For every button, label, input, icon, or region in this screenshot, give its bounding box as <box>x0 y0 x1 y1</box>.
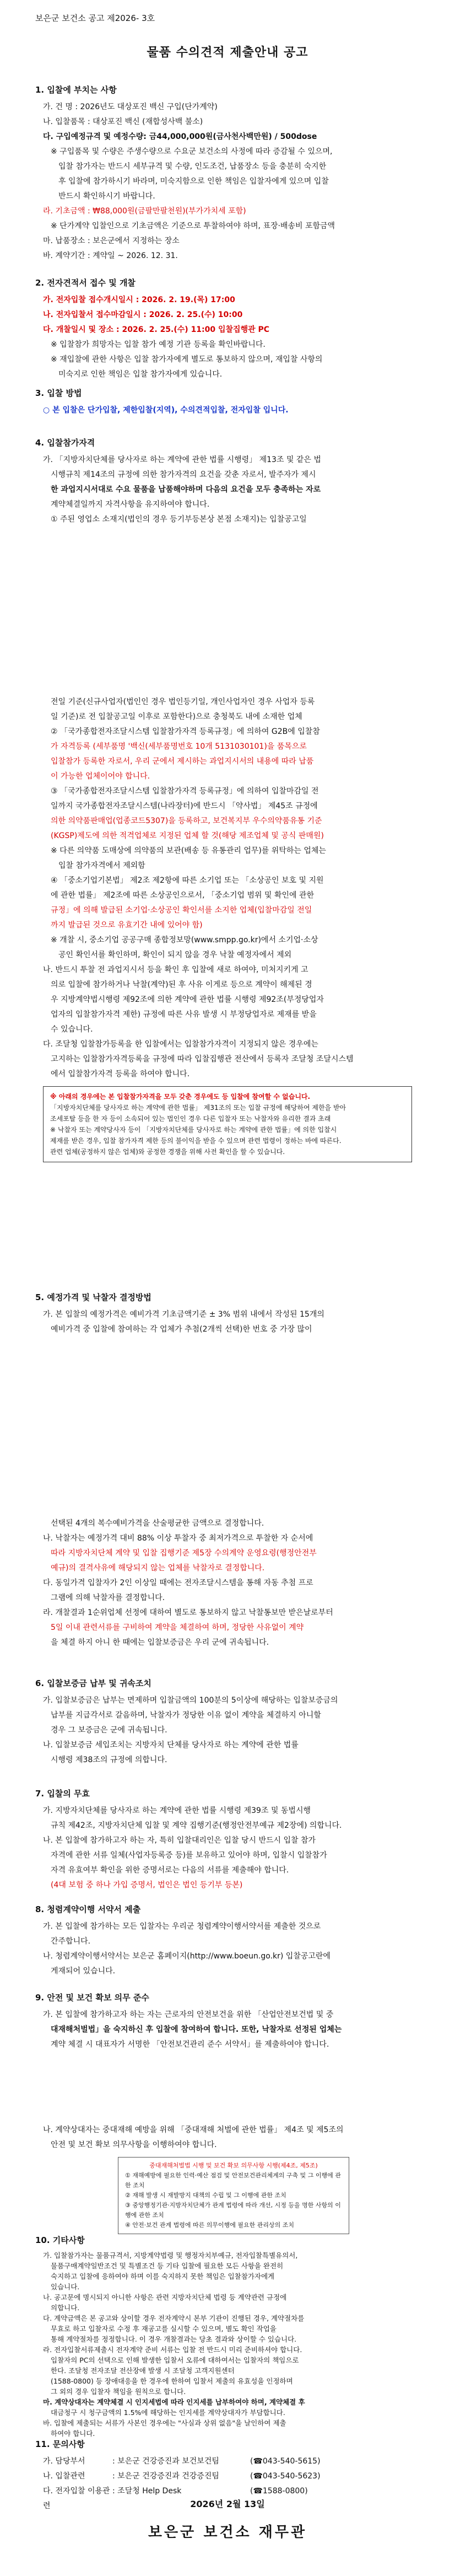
s7-line: 나. 본 입찰에 참가하고자 하는 자, 특히 입찰대리인은 입찰 당시 반드시 입찰 참가 <box>43 1836 316 1845</box>
s4-line: 의로 입찰에 참가하거나 낙찰(계약)된 후 사유 이게로 등으로 계약이 해제된 경 <box>51 980 312 989</box>
s4-line: 공인 확인서를 확인하며, 확인이 되지 않을 경우 낙찰 예정자에서 제외 <box>58 951 292 959</box>
s10-line: 가. 입찰참가자는 물품규격서, 지방계약법령 및 행정자치부예규, 전자입찰특별유의서, <box>43 2251 298 2260</box>
s6-line: 경우 그 보증금은 군에 귀속됩니다. <box>51 1726 167 1735</box>
s10-line: (1588-0800) 등 장애대응을 한 경우에 한하여 입찰서 제출의 유효성을 인정하며 <box>51 2377 293 2385</box>
s5-line: 따라 지방자치단체 계약 및 입찰 집행기준 제5장 수의계약 운영요령(행정안전부 <box>51 1549 317 1558</box>
signature-organization: 보은군 보건소 재무관 <box>148 2524 307 2541</box>
small-box-line: ④ 안전·보건 관계 법령에 따른 의무이행에 필요한 관리상의 조치 <box>125 2221 294 2229</box>
s4-line: 규정」에 의해 발급된 소기업·소상공인 확인서를 소지한 업체(입찰마감일 전일 <box>51 906 312 915</box>
s4-line: ※ 다른 의약품 도매상에 의약품의 보관(배송 등 유통관리 업무)를 위탁하는 업체는 <box>51 846 326 855</box>
contact-org: : 보은군 건강증진과 보건보건팀 <box>112 2457 219 2466</box>
notice-box-line: 「지방자치단체를 당사자로 하는 계약에 관한 법률」 제31조의 또는 입찰 규정에 해당하여 제한을 받아 <box>50 1104 346 1112</box>
s5-line: 을 체결 하지 아니 한 때에는 입찰보증금은 우리 군에 귀속됩니다. <box>51 1638 269 1647</box>
s4-line: 한 과업지시서대로 수요 물품을 납품해야하며 다음의 요건을 모두 충족하는 자로 <box>51 485 321 494</box>
small-box-line: ② 재해 발생 시 재발방지 대책의 수립 및 그 이행에 관한 조치 <box>125 2192 286 2199</box>
contact-label: 나. 입찰관련 <box>43 2472 85 2481</box>
s5-line: 선택된 4개의 복수예비가격을 산술평균한 금액으로 결정합니다. <box>51 1519 264 1528</box>
s10-line: 그 외의 경우 입찰자 책임을 원칙으로 합니다. <box>51 2387 186 2396</box>
small-box-title: 중대재해처벌법 시행 및 보건 확보 의무사항 시행(제4조, 제5조) <box>149 2162 318 2169</box>
s10-line: 숙지하고 입찰에 응하여야 하며 이를 숙지하지 못한 책임은 입찰참가자에게 <box>51 2272 275 2280</box>
s6-line: 납부를 지급각서로 갈음하며, 낙찰자가 정당한 이유 없이 계약을 체결하지 아니할 <box>51 1711 321 1720</box>
s8-line: 가. 본 입찰에 참가하는 모든 입찰자는 우리군 청렴계약이행서약서를 제출한 것으로 <box>43 1922 321 1931</box>
s10-line: 대금청구 시 청구금액의 1.5%에 해당하는 인지세를 계약상대자가 부담합니다. <box>51 2408 285 2417</box>
s4-line: ※ 개찰 시, 중소기업 공공구매 종합정보망(www.smpp.go.kr)에서 소기업·소상 <box>51 936 318 944</box>
s7-line: 규칙 제42조, 지방자치단체 입찰 및 계약 집행기준(행정안전부예규 제2장에) 의합니다. <box>51 1821 342 1830</box>
s9-line: 대재해처벌법」을 숙지하신 후 입찰에 참여하여 합니다. 또한, 낙찰자로 선정된 업체는 <box>51 2025 342 2034</box>
section-6-heading: 6. 입찰보증금 납부 및 귀속조치 <box>35 1678 151 1688</box>
s10-line: 통해 계약절차를 정정합니다. 이 경우 개찰결과는 당초 결과와 상이할 수 있습니다. <box>51 2335 297 2343</box>
s10-line: 라. 전자입찰서류제출시 전자계약 준비 서류는 입찰 전 반드시 미리 준비하셔야 합니다. <box>43 2346 302 2354</box>
s4-line: (KGSP)제도에 의한 적격업체로 지정된 업체 할 것(해당 제조업체 및 공식 판매원) <box>51 831 324 840</box>
s4-line: 고지하는 입찰참가자격등록을 규정에 따라 입찰집행관 전산에서 등록자 조달청 조달시스템 <box>51 1055 354 1064</box>
s10-line: 바. 입찰에 제출되는 서류가 사본인 경우에는 "사실과 상위 없음"을 날인하여 제출 <box>43 2419 286 2427</box>
s4-line: 의한 의약품판매업(업종코드5307)을 등록하고, 보건복지부 우수의약품유통 기준 <box>51 817 322 825</box>
section-3-heading: 3. 입찰 방법 <box>35 388 82 398</box>
s4-line: 가 자격등록 (세부품명 '백신(세부품명번호 10개 5131030101)을 품목으로 <box>51 742 307 751</box>
s9-line: 계약 체결 시 대표자가 서명한 「안전보건관리 준수 서약서」를 제출하여야 합니다. <box>51 2040 329 2049</box>
doc-title: 물품 수의견적 제출안내 공고 <box>147 46 308 60</box>
s10-line: 마. 계약상대자는 계약체결 시 인지세법에 따라 인지세를 납부하여야 하며, 계약체결 후 <box>43 2398 305 2406</box>
section-2-heading: 2. 전자견적서 접수 및 개찰 <box>35 278 136 288</box>
s4-line: 가. 「지방자치단체를 당사자로 하는 계약에 관한 법률 시행령」 제13조 및 같은 법 <box>43 455 321 464</box>
s8-line: 나. 청렴계약이행서약서는 보은군 홈페이지(http://www.boeun.go.kr) 입찰공고란에 <box>43 1952 331 1961</box>
contact-tel: (☎043-540-5623) <box>250 2472 321 2481</box>
s1-line: 반드시 확인하시기 바랍니다. <box>58 192 155 201</box>
s2-line: ※ 입찰참가 희망자는 입찰 참가 예정 기관 등록을 확인바랍니다. <box>51 340 266 349</box>
s7-line: (4대 보험 중 하나 가입 증명서, 법인은 법인 등기부 등본) <box>51 1881 243 1890</box>
serious-accident-box <box>118 2157 349 2234</box>
s5-line: 다. 동일가격 입찰자가 2인 이상일 때에는 전자조달시스템을 통해 자동 추첨 프로 <box>43 1579 313 1587</box>
s4-line: 에서 입찰참가자격 등록을 하여야 합니다. <box>51 1070 190 1078</box>
s1-line: 나. 입찰품목 : 대상포진 백신 (재합성사백 불소) <box>43 117 203 126</box>
s4-line: ③ 「국가종합전자조달시스템 입찰참가자격 등록규정」에 의하여 입찰마감일 전 <box>51 787 319 796</box>
contact-tel: (☎1588-0800) <box>250 2487 308 2496</box>
section-7 <box>35 1786 421 1893</box>
s10-line: 있습니다. <box>51 2283 80 2291</box>
s9-line: 안전 및 보건 확보 의무사항을 이행하여야 합니다. <box>51 2140 217 2149</box>
section-5-cont <box>35 1516 421 1650</box>
section-9 <box>35 1990 421 2052</box>
section-8-heading: 8. 청렴계약이행 서약서 제출 <box>35 1904 141 1914</box>
s10-line: 의합니다. <box>51 2304 80 2312</box>
section-4-cont <box>35 695 421 1167</box>
s4-line: 우 지방계약법시행령 제92조에 의한 계약에 관한 법률 시행령 제92조(부정당업자 <box>51 995 324 1004</box>
contact-org: : 보은군 건강증진과 건강증진팀 <box>112 2472 219 2481</box>
s9-line: 나. 계약상대자는 중대재해 예방을 위해 「중대재해 처벌에 관한 법률」 제4조 및 제5조의 <box>43 2126 344 2134</box>
contact-row <box>35 2454 421 2469</box>
s2-line: ※ 재입찰에 관한 사항은 입찰 참가자에게 별도로 통보하지 않으며, 재입찰 사항의 <box>51 355 323 364</box>
s4-line: 입찰참가 등록한 자로서, 우리 군에서 제시하는 과업지시서의 내용에 따라 납품 <box>51 757 314 766</box>
notice-box-line: 관련 업체(공정하지 않은 업체)와 공정한 경쟁을 위해 사전 확인을 할 수 있습니다. <box>50 1148 285 1156</box>
notice-box-title: ※ 아래의 경우에는 본 입찰참가자격을 모두 갖춘 경우에도 등 입찰에 참여할 수 없습니다. <box>50 1093 311 1101</box>
s8-line: 게재되어 있습니다. <box>51 1967 116 1976</box>
s7-line: 가. 지방자치단체를 당사자로 하는 계약에 관한 법률 시행령 제39조 및 동법시행 <box>43 1806 311 1815</box>
s2-line: 나. 전자입찰서 접수마감일시 : 2026. 2. 25.(수) 10:00 <box>43 310 243 319</box>
s8-line: 간주합니다. <box>51 1937 91 1946</box>
s1-line: 바. 계약기간 : 계약일 ~ 2026. 12. 31. <box>43 251 178 260</box>
section-1 <box>35 83 421 264</box>
s9-line: 가. 본 입찰에 참가하고자 하는 자는 근로자의 안전보건을 위한 「산업안전보건법 및 중 <box>43 2010 334 2019</box>
section-8 <box>35 1902 421 1979</box>
s10-line: 나. 공고문에 명시되지 아니한 사항은 관련 지방자치단체 법령 등 계약관련 규정에 <box>43 2293 287 2301</box>
section-10-heading: 10. 기타사항 <box>35 2235 85 2245</box>
ineligibility-notice-box <box>43 1086 412 1162</box>
small-box-line: ③ 중앙행정기관·지방자치단체가 관계 법령에 따라 개선, 시정 등을 명한 사항의 이행에 관한 조치 <box>125 2202 341 2219</box>
s5-line: 5일 이내 관련서류를 구비하여 계약을 체결하여 하며, 정당한 사유없이 계약 <box>51 1623 304 1632</box>
section-7-heading: 7. 입찰의 무효 <box>35 1789 90 1799</box>
section-5 <box>35 1290 421 1337</box>
s4-line: 이 가능한 업체이어야 합니다. <box>51 772 150 781</box>
s6-line: 시행령 제38조의 규정에 의합니다. <box>51 1756 167 1764</box>
s4-line: 계약체결일까지 자격사항을 유지하여야 합니다. <box>51 500 210 509</box>
s10-line: 물품구매계약일반조건 및 특별조건 등 기타 입찰에 필요한 모든 사항을 완전히 <box>51 2262 284 2270</box>
small-box-line: ① 재해예방에 필요한 인력·예산 점검 및 안전보건관리체계의 구축 및 그 이행에 관한 조치 <box>125 2172 341 2189</box>
s1-line: 후 입찰에 참가하시기 바라며, 미숙지함으로 인한 책임은 입찰자에게 있으며 입찰 <box>58 177 329 186</box>
s1-line: ※ 단가계약 입찰인으로 기초금액은 기준으로 투찰하여야 하며, 표장·배송비 포함금액 <box>51 222 335 230</box>
section-4-heading: 4. 입찰참가자격 <box>35 438 95 448</box>
s4-line: 일까지 국가종합전자조달시스템(나라장터)에 반드시 「약사법」 제45조 규정에 <box>51 802 318 811</box>
contact-org: : 조달청 Help Desk <box>112 2487 182 2496</box>
notice-box-line: ※ 낙찰자 또는 계약당사자 등이 「지방자치단체를 당사자로 하는 계약에 관한 법률」에 의한 입찰시 <box>50 1126 337 1134</box>
s4-line: ① 주된 영업소 소재지(법인의 경우 등기부등본상 본점 소재지)는 입찰공고일 <box>51 515 307 524</box>
s4-line: 시행규칙 제14조의 규정에 의한 참가자격의 요건을 갖춘 자로서, 발주자가 제시 <box>51 470 316 479</box>
s1-line: 가. 건 명 : 2026년도 대상포진 백신 구입(단가계약) <box>43 103 218 111</box>
section-3 <box>35 386 421 418</box>
s2-line: 미숙지로 인한 책임은 입찰 참가자에게 있습니다. <box>58 370 223 379</box>
s10-line: 하여야 합니다. <box>51 2429 95 2438</box>
section-10 <box>35 2233 421 2439</box>
s1-line: 다. 구입예정규격 및 예정수량: 금44,000,000원(금사천사백만원) / 500dose <box>43 132 317 141</box>
section-6 <box>35 1676 421 1768</box>
s2-line: 다. 개찰일시 및 장소 : 2026. 2. 25.(수) 11:00 입찰집행관 PC <box>43 325 270 334</box>
s4-line: 다. 조달청 입찰참가등록을 한 입찰에서는 입찰참가자격이 지정되지 않은 경우에는 <box>43 1040 318 1049</box>
s5-line: 그램에 의해 낙찰자를 결정합니다. <box>51 1593 165 1602</box>
section-11-heading: 11. 문의사항 <box>35 2439 85 2449</box>
s7-line: 자격에 관한 서류 일체(사업자등록증 등)를 보유하고 있어야 하며, 입찰시 입찰참가 <box>51 1851 327 1860</box>
contact-row <box>35 2469 421 2484</box>
s4-line: 전일 기준(신규사업자(법인인 경우 법인등기일, 개인사업자인 경우 사업자 등록 <box>51 697 315 706</box>
s1-line: 마. 납품장소 : 보은군에서 지정하는 장소 <box>43 237 180 245</box>
contact-label: 다. 전자입찰 이용관련 <box>43 2487 110 2510</box>
section-4 <box>35 436 421 527</box>
s6-line: 나. 입찰보증금 세입조치는 지방자치 단체를 당사자로 하는 계약에 관한 법률 <box>43 1741 299 1749</box>
s4-line: 까지 발급된 것으로 유효기간 내에 있어야 함) <box>51 921 203 930</box>
s1-line: 입찰 참가자는 반드시 세부규격 및 수량, 인도조건, 납품장소 등을 충분히 숙지한 <box>58 162 327 171</box>
signature-date: 2026년 2월 13일 <box>190 2499 265 2509</box>
s4-line: 입찰 참가자격에서 제외함 <box>58 861 145 870</box>
section-9-heading: 9. 안전 및 보건 확보 의무 준수 <box>35 1993 149 2003</box>
section-5-heading: 5. 예정가격 및 낙찰자 결정방법 <box>35 1292 151 1302</box>
notice-box-line: 조세포탈 등을 한 자 등이 소속되어 있는 법인인 경우 다른 입찰자 또는 낙찰자와 유리한 결과 초래 <box>50 1115 331 1123</box>
contact-tel: (☎043-540-5615) <box>250 2457 321 2466</box>
s5-line: 예비가격 중 입찰에 참여하는 각 업체가 추첨(2개씩 선택)한 번호 중 가장 많이 <box>51 1325 312 1334</box>
s1-line: 라. 기초금액 : ₩88,000원(금팔만팔천원)(부가가치세 포함) <box>43 207 246 216</box>
section-1-heading: 1. 입찰에 부치는 사항 <box>35 85 117 95</box>
s4-line: 에 관한 법률」 제2조에 따른 소상공인으로서, 「중소기업 범위 및 확인에 관한 <box>51 891 315 900</box>
s7-line: 자격 유효여부 확인을 위한 증명서로는 다음의 서류를 제출해야 합니다. <box>51 1866 289 1875</box>
doc-number: 보은군 보건소 공고 제2026- 3호 <box>35 13 155 23</box>
s4-line: ② 「국가종합전자조달시스템 입찰참가자격 등록규정」에 의하여 G2B에 입찰참 <box>51 727 320 736</box>
s5-line: 라. 개찰결과 1순위업체 선정에 대하여 별도로 통보하지 않고 낙찰통보만 받은날로부터 <box>43 1608 333 1617</box>
s2-line: 가. 전자입찰 접수개시일시 : 2026. 2. 19.(목) 17:00 <box>43 296 235 304</box>
contact-label: 가. 담당부서 <box>43 2457 85 2466</box>
s4-line: 업자의 입찰참가자격 제한) 규정에 따른 사유 발생 시 부정당업자로 제재를 받을 <box>51 1010 317 1019</box>
s4-line: 나. 반드시 투찰 전 과업지시서 등을 확인 후 입찰에 새로 하여야, 미처지키게 고 <box>43 965 308 974</box>
s1-line: ※ 구입품목 및 수량은 주생수량으로 수요군 보건소의 사정에 따라 증감될 수 있으며, <box>51 147 333 156</box>
s5-line: 나. 낙찰자는 예정가격 대비 88% 이상 투찰자 중 최저가격으로 투찰한 자 순서에 <box>43 1534 313 1543</box>
s4-line: ④ 「중소기업기본법」 제2조 제2항에 따른 소기업 또는 「소상공인 보호 및 지원 <box>51 876 324 885</box>
notice-box-line: 제재를 받은 경우, 입찰 참가자격 제한 등의 불이익을 받을 수 있으며 관련 법령이 정하는 바에 따른다. <box>50 1137 342 1145</box>
s10-line: 다. 계약금액은 본 공고와 상이할 경우 전자계약시 본부 기관이 진행된 경우, 계약절차를 <box>43 2314 305 2322</box>
s6-line: 가. 입찰보증금은 납부는 면제하며 입찰금액의 100분의 5이상에 해당하는 입찰보증금의 <box>43 1696 338 1705</box>
s5-line: 예규)의 결격사유에 해당되지 않는 업체를 낙찰자로 결정합니다. <box>51 1564 265 1573</box>
section-9-cont <box>35 2123 421 2239</box>
s10-line: 입찰자의 PC의 선택으로 인해 발생한 입찰서 오류에 대하여서는 입찰자의 책임으로 <box>51 2356 299 2364</box>
section-2 <box>35 276 421 382</box>
s10-line: 한다. 조달청 전자조달 전산장애 발생 시 조달청 고객지원센터 <box>51 2366 235 2375</box>
s4-line: 수 있습니다. <box>51 1025 93 1034</box>
s5-line: 가. 본 입찰의 예정가격은 예비가격 기초금액기준 ± 3% 범위 내에서 작성된 15개의 <box>43 1310 324 1319</box>
s3-line: ○ 본 입찰은 단가입찰, 제한입찰(지역), 수의견적입찰, 전자입찰 입니다. <box>43 406 289 415</box>
s10-line: 무효로 하고 입찰자로 수정 후 재공고를 실시할 수 있으며, 별도 확인 작업을 <box>51 2325 277 2333</box>
s4-line: 일 기준)로 전 입찰공고일 이후로 포함한다)으로 충청북도 내에 소재한 업체 <box>51 712 302 721</box>
